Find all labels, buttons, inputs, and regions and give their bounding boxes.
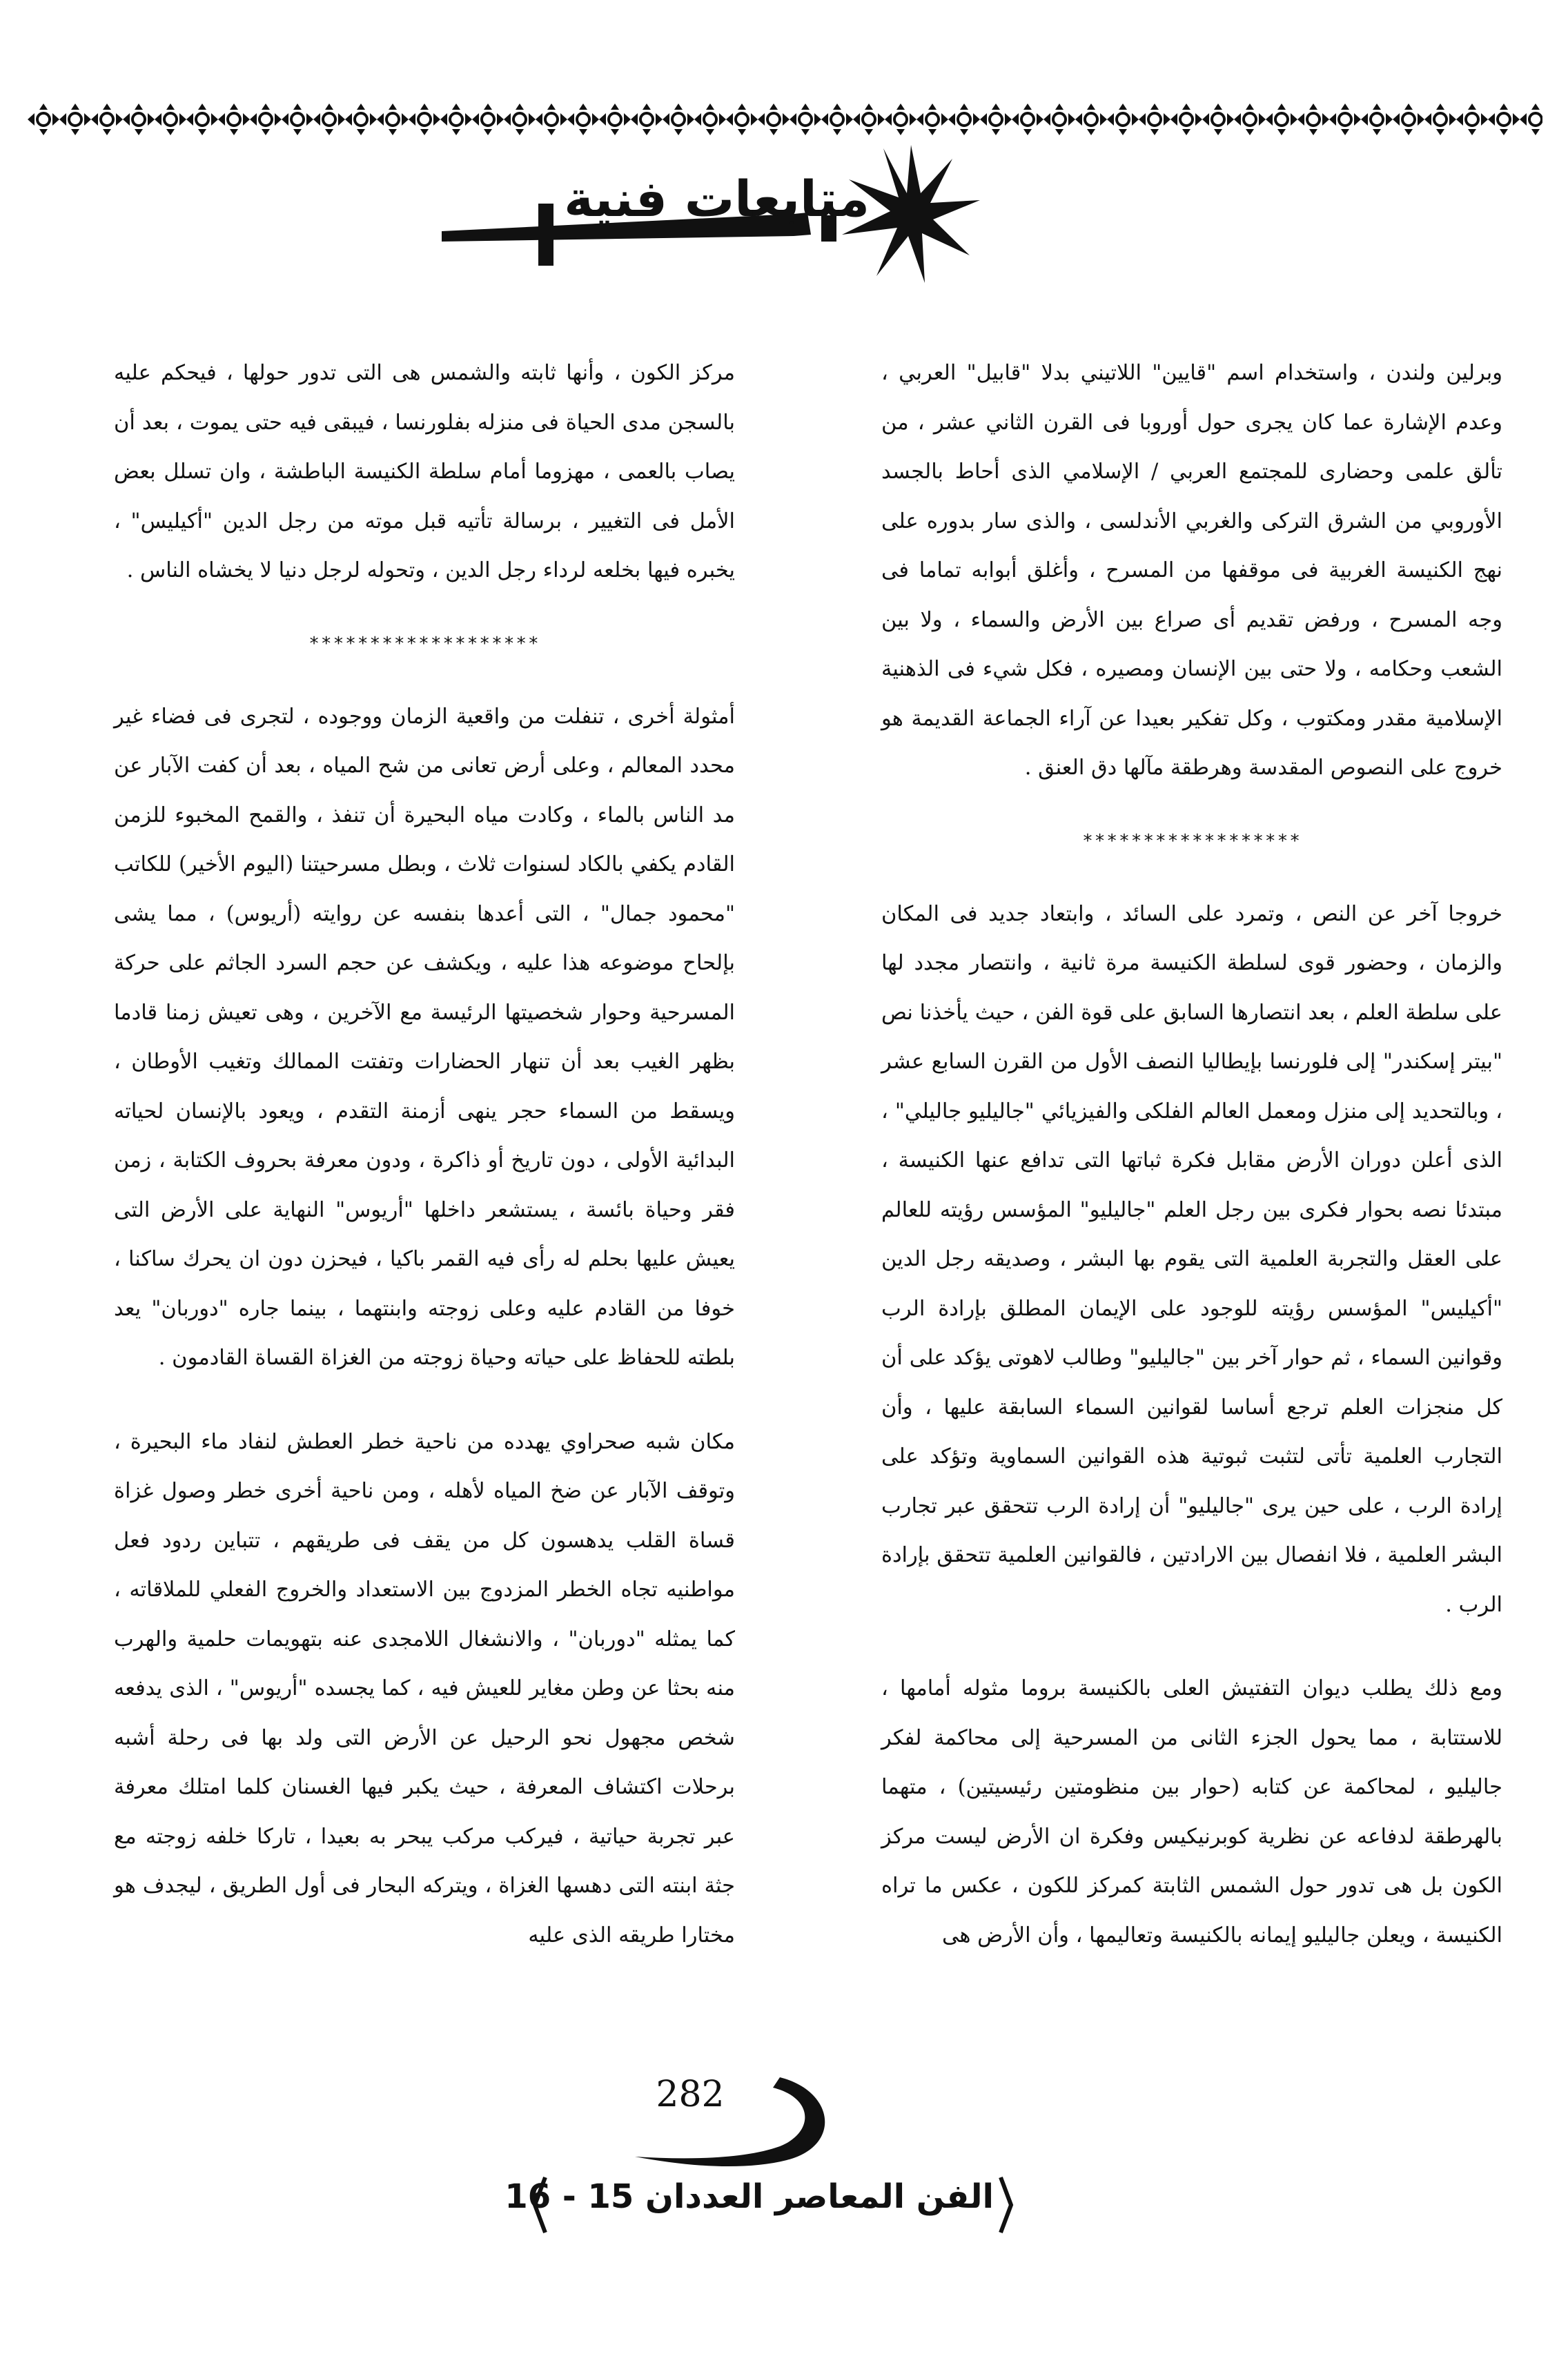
ornament-band: [28, 104, 1542, 135]
footer-issue-label: الفن المعاصر العددان 15 - 16: [504, 2177, 994, 2216]
article-paragraph: وبرلين ولندن ، واستخدام اسم "قايين" اللاتيني بدلا "قابيل" العربي ، وعدم الإشارة عما كان يجرى حول أوروبا فى القرن الثاني عشر ، من تألق علمى وحضارى للمجتمع العربي / الإسلامي الذى أحاط بالجسد الأوروبي من الشرق التركى والغربي الأندلسى ، والذى سار بدوره على نهج الكنيسة الغربية فى موقفها من المسرح ، وأغلق أبوابه تماما فى وجه المسرح ، ورفض تقديم أى صراع بين الأرض والسماء ، ولا بين الشعب وحكامه ، ولا حتى بين الإنسان ومصيره ، فكل شيء فى الذهنية الإسلامية مقدر ومكتوب ، وكل تفكير بعيدا عن آراء الجماعة القديمة هو خروج على النصوص المقدسة وهرطقة مآلها دق العنق .: [881, 361, 1502, 780]
article-paragraph: أمثولة أخرى ، تنفلت من واقعية الزمان ووجوده ، لتجرى فى فضاء غير محدد المعالم ، وعلى أرض تعانى من شح المياه ، بعد أن كفت الآبار عن مد الناس بالماء ، وكادت مياه البحيرة أن تنفذ ، والقمح المخبوء للزمن القادم يكفي بالكاد لسنوات ثلاث ، وبطل مسرحيتنا (اليوم الأخير) للكاتب "محمود جمال" ، التى أعدها بنفسه عن روايته (أريوس) ، مما يشى بإلحاح موضوعه هذا عليه ، ويكشف عن حجم السرد الجاثم على حركة المسرحية وحوار شخصيتها الرئيسة مع الآخرين ، وهى تعيش زمنا قادما بظهر الغيب بعد أن تنهار الحضارات وتفتت الممالك وتغيب الأوطان ، ويسقط من السماء حجر ينهى أزمنة التقدم ، ويعود بالإنسان لحياته البدائية الأولى ، دون تاريخ أو ذاكرة ، ودون معرفة بحروف الكتابة ، زمن فقر وحياة بائسة ، يستشعر داخلها "أريوس" النهاية على الأرض التى يعيش عليها بحلم له رأى فيه القمر باكيا ، فيحزن دون ان يحرك ساكنا ، خوفا من القادم عليه وعلى زوجته وابنتهما ، بينما جاره "دوربان" يعد بلطته للحفاظ على حياته وحياة زوجته من الغزاة القساة القادمون .: [114, 704, 736, 1370]
left-column: [114, 349, 735, 1960]
article-paragraph: خروجا آخر عن النص ، وتمرد على السائد ، وابتعاد جديد فى المكان والزمان ، وحضور قوى لسلطة الكنيسة مرة ثانية ، وانتصار مجدد لها على سلطة العلم ، بعد انتصارها السابق على قوة الفن ، حيث يأخذنا نص "بيتر إسكندر" إلى فلورنسا بإيطاليا النصف الأول من القرن السابع عشر ، وبالتحديد إلى منزل ومعمل العالم الفلكى والفيزيائي "جاليليو جاليلي" ، الذى أعلن دوران الأرض مقابل فكرة ثباتها التى تدافع عنها الكنيسة ، مبتدئا نصه بحوار فكرى بين رجل العلم "جاليليو" المؤسس رؤيته للعالم على العقل والتجربة العلمية التى يقوم بها البشر ، وصديقه رجل الدين "أكيليس" المؤسس رؤيته للوجود على الإيمان المطلق بإرادة الرب وقوانين السماء ، ثم حوار آخر بين "جاليليو" وطالب لاهوتى يؤكد على أن كل منجزات العلم ترجع أساسا لقوانين السماء السابقة عليها ، وأن التجارب العلمية تأتى لتثبت ثبوتية هذه القوانين السماوية وتؤكد على إرادة الرب ، على حين يرى "جاليليو" أن إرادة الرب تتحقق عبر تجارب البشر العلمية ، فلا انفصال بين الارادتين ، فالقوانين العلمية تتحقق بإرادة الرب .: [881, 901, 1502, 1617]
article-paragraph: ومع ذلك يطلب ديوان التفتيش العلى بالكنيسة بروما مثوله أمامها ، للاستتابة ، مما يحول الجزء الثانى من المسرحية إلى محاكمة لفكر جاليليو ، لمحاكمة عن كتابه (حوار بين منظومتين رئيسيتين) ، متهما بالهرطقة لدفاعه عن نظرية كوبرنيكيس وفكرة ان الأرض ليست مركز الكون بل هى تدور حول الشمس الثابتة كمركز للكون ، عكس ما تراه الكنيسة ، ويعلن جاليليو إيمانه بالكنيسة وتعاليمها ، وأن الأرض هى: [881, 1676, 1502, 1948]
article-paragraph: مكان شبه صحراوي يهدده من ناحية خطر العطش لنفاد ماء البحيرة ، وتوقف الآبار عن ضخ المياه لأهله ، ومن ناحية أخرى خطر وصول غزاة قساة القلب يدهسون كل من يقف فى طريقهم ، تتباين ردود فعل مواطنيه تجاه الخطر المزدوج بين الاستعداد والخروج الفعلي للملاقاته ، كما يمثله "دوربان" ، والانشغال اللامجدى عنه بتهويمات حلمية والهرب منه بحثا عن وطن مغاير للعيش فيه ، كما يجسده "أريوس" ، الذى يدفعه شخص مجهول نحو الرحيل عن الأرض التى ولد بها فى رحلة أشبه برحلات اكتشاف المعرفة ، حيث يكبر فيها الغسنان كلما امتلك معرفة عبر تجربة حياتية ، فيركب مركب يبحر به بعيدا ، تاركا خلفه زوجته مع جثة ابنته التى دهسها الغزاة ، ويتركه البحار فى أول الطريق ، ليجدف هو مختارا طريقه الذى عليه: [114, 1429, 735, 1948]
right-column: [881, 349, 1502, 1960]
article-paragraph: مركز الكون ، وأنها ثابته والشمس هى التى تدور حولها ، فيحكم عليه بالسجن مدى الحياة فى منزله بفلورنسا ، فيبقى فيه حتى يموت ، بعد أن يصاب بالعمى ، مهزوما أمام سلطة الكنيسة الباطشة ، وان تسلل بعض الأمل فى التغيير ، برسالة تأتيه قبل موته من رجل الدين "أكيليس" ، يخبره فيها بخلعه لرداء رجل الدين ، وتحوله لرجل دنيا لا يخشاه الناس .: [114, 361, 735, 582]
section-divider: ******************: [1082, 830, 1302, 852]
section-title: متابعات فنية: [564, 170, 870, 228]
page-number: 282: [656, 2074, 725, 2115]
section-divider: *******************: [308, 633, 540, 654]
